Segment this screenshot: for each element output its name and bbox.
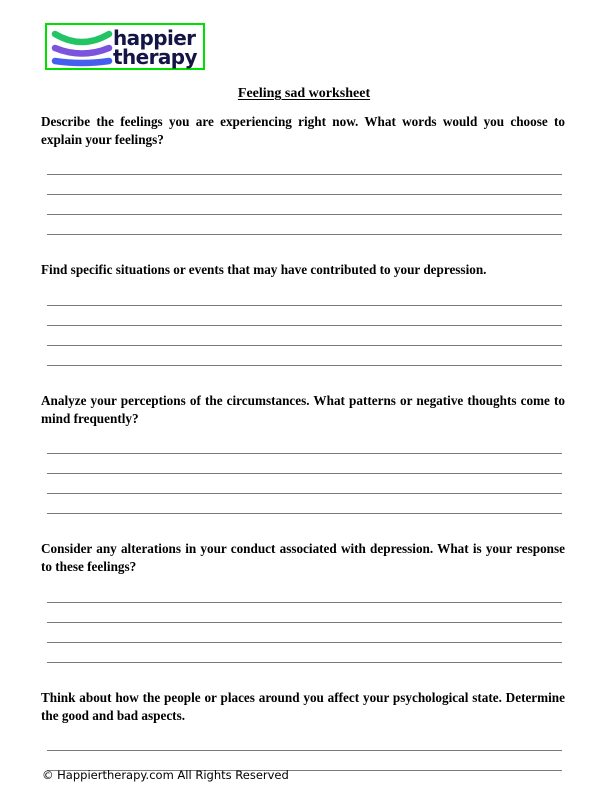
answer-lines [41, 155, 565, 235]
section-perceptions-patterns [41, 392, 565, 514]
answer-line[interactable] [47, 494, 562, 514]
answer-lines [41, 731, 565, 771]
page-title-text: Feeling sad worksheet [237, 86, 371, 101]
section-situations-events [41, 261, 565, 365]
question-text: Find specific situations or events that may have contributed to your depression. [41, 262, 487, 278]
answer-line[interactable] [47, 643, 562, 663]
worksheet-content [41, 113, 565, 771]
answer-line[interactable] [47, 434, 562, 454]
section-gap [41, 663, 565, 689]
answer-line[interactable] [47, 346, 562, 366]
happier-therapy-logo [45, 23, 205, 70]
section-conduct-alterations [41, 540, 565, 662]
answer-lines [41, 286, 565, 366]
answer-line[interactable] [47, 454, 562, 474]
answer-lines [41, 434, 565, 514]
answer-line[interactable] [47, 286, 562, 306]
logo-word-therapy: therapy [113, 45, 197, 69]
section-gap [41, 514, 565, 540]
answer-lines [41, 583, 565, 663]
question-text: Describe the feelings you are experiencing right now. What words would you choose to explain your feelings? [41, 114, 565, 148]
question-text: Consider any alterations in your conduct associated with depression. What is your response to these feelings? [41, 541, 565, 575]
logo-word-happier: happier [113, 26, 196, 50]
answer-line[interactable] [47, 474, 562, 494]
section-gap [41, 235, 565, 261]
logo-arcs-icon [51, 28, 113, 68]
question-text: Think about how the people or places around you affect your psychological state. Determine the good and bad aspects. [41, 689, 565, 723]
question-text: Analyze your perceptions of the circumstances. What patterns or negative thoughts come to mind frequently? [41, 392, 565, 426]
page-title [0, 86, 608, 102]
answer-line[interactable] [47, 603, 562, 623]
answer-line[interactable] [47, 623, 562, 643]
answer-line[interactable] [47, 215, 562, 235]
section-gap [41, 366, 565, 392]
answer-line[interactable] [47, 326, 562, 346]
answer-line[interactable] [47, 583, 562, 603]
answer-line[interactable] [47, 175, 562, 195]
section-feelings-now [41, 113, 565, 235]
answer-line[interactable] [47, 306, 562, 326]
answer-line[interactable] [47, 731, 562, 751]
footer-copyright: © Happiertherapy.com All Rights Reserved [42, 768, 289, 782]
answer-line[interactable] [47, 155, 562, 175]
answer-line[interactable] [47, 195, 562, 215]
section-people-places [41, 689, 565, 771]
